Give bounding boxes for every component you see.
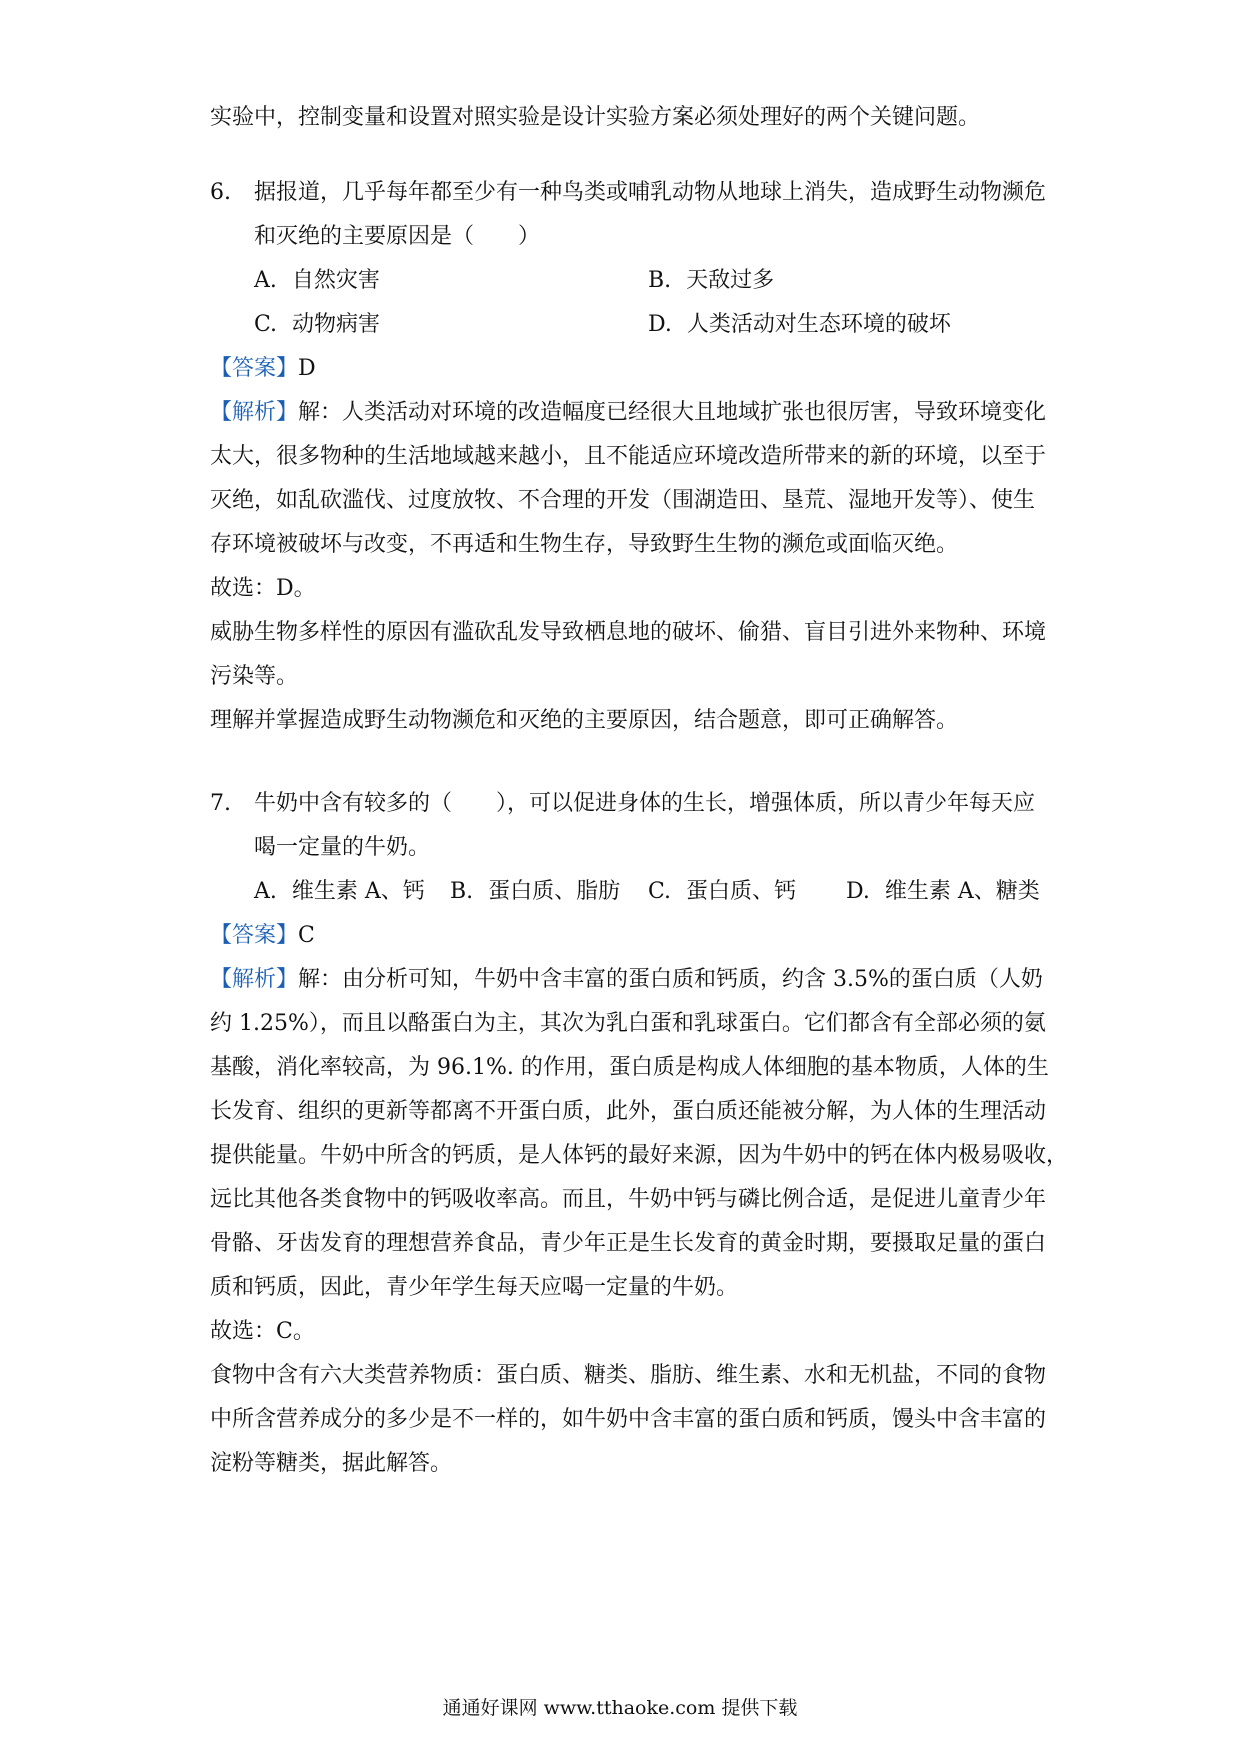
analysis-line <box>210 398 1046 428</box>
option-a <box>254 877 425 907</box>
analysis-text: 解：由分析可知，牛奶中含丰富的蛋白质和钙质，约含 3.5%的蛋白质（人奶 <box>298 967 1043 992</box>
question-stem: 喝一定量的牛奶。 <box>254 835 431 860</box>
analysis-text: 故选：C。 <box>210 1319 315 1344</box>
analysis-text: 提供能量。牛奶中所含的钙质，是人体钙的最好来源，因为牛奶中的钙在体内极易吸收， <box>210 1143 1069 1168</box>
option-text: 动物病害 <box>292 312 381 337</box>
option-c <box>254 310 380 340</box>
option-key: D. <box>648 312 672 337</box>
analysis-text: 基酸，消化率较高，为 96.1%. 的作用，蛋白质是构成人体细胞的基本物质，人体的生 <box>210 1055 1049 1080</box>
option-text: 天敌过多 <box>686 268 775 293</box>
analysis-text: 淀粉等糖类，据此解答。 <box>210 1451 453 1476</box>
answer-value: D <box>298 356 316 381</box>
option-text: 自然灾害 <box>291 268 380 293</box>
option-c <box>648 877 796 907</box>
option-key: C. <box>648 879 672 904</box>
option-b <box>450 877 620 907</box>
analysis-text: 太大，很多物种的生活地域越来越小，且不能适应环境改造所带来的新的环境，以至于 <box>210 444 1047 469</box>
answer-line <box>210 921 315 951</box>
analysis-line <box>210 965 1043 995</box>
analysis-text: 中所含营养成分的多少是不一样的，如牛奶中含丰富的蛋白质和钙质，馒头中含丰富的 <box>210 1407 1047 1432</box>
option-b <box>648 266 774 296</box>
question-stem: 据报道，几乎每年都至少有一种鸟类或哺乳动物从地球上消失，造成野生动物濒危 <box>254 180 1047 205</box>
analysis-text: 约 1.25%），而且以酪蛋白为主，其次为乳白蛋和乳球蛋白。它们都含有全部必须的氨 <box>210 1011 1046 1036</box>
answer-value: C <box>298 923 315 948</box>
option-text: 维生素 A、糖类 <box>884 879 1040 904</box>
option-text: 人类活动对生态环境的破坏 <box>686 312 951 337</box>
question-stem: 和灭绝的主要原因是（ ） <box>254 224 541 249</box>
option-text: 维生素 A、钙 <box>291 879 425 904</box>
intro-text: 实验中，控制变量和设置对照实验是设计实验方案必须处理好的两个关键问题。 <box>210 105 981 130</box>
analysis-text: 食物中含有六大类营养物质：蛋白质、糖类、脂肪、维生素、水和无机盐，不同的食物 <box>210 1363 1047 1388</box>
analysis-text: 质和钙质，因此，青少年学生每天应喝一定量的牛奶。 <box>210 1275 739 1300</box>
option-key: C. <box>254 312 278 337</box>
analysis-text: 故选：D。 <box>210 576 316 601</box>
option-d <box>648 310 951 340</box>
answer-tag: 【答案】 <box>210 356 299 381</box>
page-footer: 通通好课网 www.tthaoke.com 提供下载 <box>442 1697 798 1719</box>
answer-line <box>210 354 316 384</box>
question-number: 7. <box>210 791 231 816</box>
option-d <box>846 877 1040 907</box>
analysis-tag: 【解析】 <box>210 400 299 425</box>
analysis-tag: 【解析】 <box>210 967 299 992</box>
option-text: 蛋白质、脂肪 <box>488 879 621 904</box>
analysis-text: 污染等。 <box>210 664 299 689</box>
option-key: A. <box>254 268 277 293</box>
option-key: D. <box>846 879 870 904</box>
option-key: B. <box>450 879 474 904</box>
analysis-text: 灭绝，如乱砍滥伐、过度放牧、不合理的开发（围湖造田、垦荒、湿地开发等）、使生 <box>210 488 1036 513</box>
analysis-text: 理解并掌握造成野生动物濒危和灭绝的主要原因，结合题意，即可正确解答。 <box>210 708 959 733</box>
option-a <box>254 266 380 296</box>
question-number: 6. <box>210 180 231 205</box>
analysis-text: 远比其他各类食物中的钙吸收率高。而且，牛奶中钙与磷比例合适，是促进儿童青少年 <box>210 1187 1047 1212</box>
analysis-text: 长发育、组织的更新等都离不开蛋白质，此外，蛋白质还能被分解，为人体的生理活动 <box>210 1099 1047 1124</box>
option-text: 蛋白质、钙 <box>686 879 797 904</box>
analysis-text: 存环境被破坏与改变，不再适和生物生存，导致野生生物的濒危或面临灭绝。 <box>210 532 959 557</box>
answer-tag: 【答案】 <box>210 923 299 948</box>
option-key: A. <box>254 879 277 904</box>
option-key: B. <box>648 268 672 293</box>
analysis-text: 骨骼、牙齿发育的理想营养食品，青少年正是生长发育的黄金时期，要摄取足量的蛋白 <box>210 1231 1047 1256</box>
analysis-text: 威胁生物多样性的原因有滥砍乱发导致栖息地的破坏、偷猎、盲目引进外来物种、环境 <box>210 620 1047 645</box>
question-stem: 牛奶中含有较多的（ ），可以促进身体的生长，增强体质，所以青少年每天应 <box>254 791 1036 816</box>
analysis-text: 解：人类活动对环境的改造幅度已经很大且地域扩张也很厉害，导致环境变化 <box>298 400 1047 425</box>
